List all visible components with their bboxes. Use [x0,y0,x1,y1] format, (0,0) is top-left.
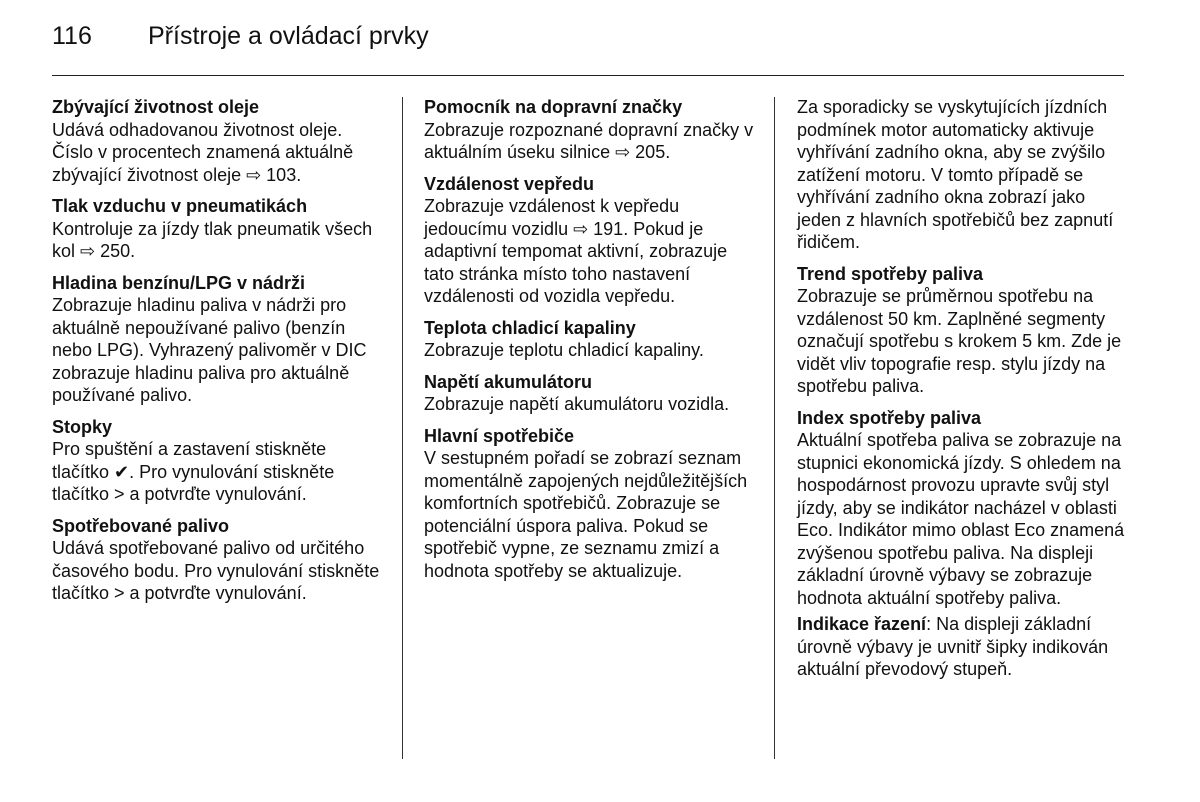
section-text: Za sporadicky se vyskytujících jízdních podmínek motor automaticky aktivuje vyhřívání zadního okna, aby se zvýšilo zatížení motoru. V tomto případě se vyhřívání zadního okna zobrazí jako jeden z hlavních spotřebičů bez zapnutí řidičem. [797,97,1114,252]
section-oil-life [52,96,387,186]
section-traffic-sign-assistant [424,96,754,164]
column-3 [797,96,1132,690]
section-title: Trend spotřeby paliva [797,263,984,284]
inline-text: : Na displeji základní úrovně výbavy je uvnitř šipky indikován aktuální převodový stupeň. [797,614,1109,679]
section-text: V sestupném pořadí se zobrazí seznam momentálně zapojených nejdůležitějších komfortních spotřebičů. Zobrazuje se potenciální úspora paliva. Pokud se spotřebič vypne, ze seznamu zmizí a hodnota spotřeby se aktualizuje. [424,448,748,581]
section-text: Zobrazuje rozpoznané dopravní značky v aktuálním úseku silnice ⇨ 205. [424,119,754,162]
column-2 [424,96,754,591]
section-fuel-used [52,515,387,605]
section-title: Hlavní spotřebiče [424,425,575,446]
section-title: Tlak vzduchu v pneumatikách [52,196,308,216]
page-number: 116 [52,22,92,50]
section-title: Spotřebované palivo [52,515,230,536]
section-text [797,613,1132,681]
page-title: Přístroje a ovládací prvky [148,22,429,50]
section-coolant-temperature [424,317,754,362]
column-divider [774,97,775,759]
section-shift-indicator [797,613,1132,681]
section-title: Zbývající životnost oleje [52,97,260,117]
section-text: Zobrazuje napětí akumulátoru vozidla. [424,394,730,414]
section-text: Zobrazuje se průměrnou spotřebu na vzdálenost 50 km. Zaplněné segmenty označují spotřebu s krokem 5 km. Zde je vidět vliv topografie resp. stylu jízdy na spotřebu paliva. [797,286,1122,396]
column-1 [52,96,387,614]
inline-label: Indikace řazení [797,614,927,634]
section-text: Pro spuštění a zastavení stiskněte tlačítko ✔. Pro vynulování stiskněte tlačítko > a potvrďte vynulování. [52,439,335,504]
section-title: Stopky [52,416,113,437]
section-battery-voltage [424,371,754,416]
header-rule [52,75,1124,76]
section-text: Udává spotřebované palivo od určitého časového bodu. Pro vynulování stiskněte tlačítko > a potvrďte vynulování. [52,538,380,603]
column-divider [402,97,403,759]
section-text: Zobrazuje vzdálenost k vepředu jedoucímu vozidlu ⇨ 191. Pokud je adaptivní tempomat aktivní, zobrazuje tato stránka místo toho nastavení vzdálenosti od vozidla vepředu. [424,196,728,306]
section-title: Vzdálenost vepředu [424,173,595,194]
section-text: Udává odhadovanou životnost oleje. Číslo v procentech znamená aktuálně zbývající životnost oleje ⇨ 103. [52,119,354,185]
page-header [52,22,429,51]
section-title: Napětí akumulátoru [424,371,593,392]
section-following-distance [424,173,754,308]
section-text: Zobrazuje hladinu paliva v nádrži pro aktuálně nepoužívané palivo (benzín nebo LPG). Vyhrazený palivoměr v DIC zobrazuje hladinu paliva pro aktuálně používané palivo. [52,295,367,405]
section-fuel-trend [797,263,1132,398]
section-title: Index spotřeby paliva [797,407,982,428]
section-fuel-index [797,407,1132,610]
section-intro [797,96,1132,254]
section-main-consumers [424,425,754,583]
section-title: Hladina benzínu/LPG v nádrži [52,272,306,293]
section-text: Zobrazuje teplotu chladicí kapaliny. [424,340,704,360]
section-fuel-level [52,272,387,407]
section-tyre-pressure [52,195,387,263]
section-text: Kontroluje za jízdy tlak pneumatik všech kol ⇨ 250. [52,218,373,261]
section-stopwatch [52,416,387,506]
section-title: Pomocník na dopravní značky [424,97,683,117]
section-text: Aktuální spotřeba paliva se zobrazuje na stupnici ekonomická jízdy. S ohledem na hospodárnost provozu upravte svůj styl jízdy, aby se indikátor nacházel v oblasti Eco. Indikátor mimo oblast Eco znamená zvýšenou spotřebu paliva. Na displeji základní úrovně výbavy se zobrazuje hodnota aktuální spotřeby paliva. [797,430,1125,608]
section-title: Teplota chladicí kapaliny [424,317,636,338]
